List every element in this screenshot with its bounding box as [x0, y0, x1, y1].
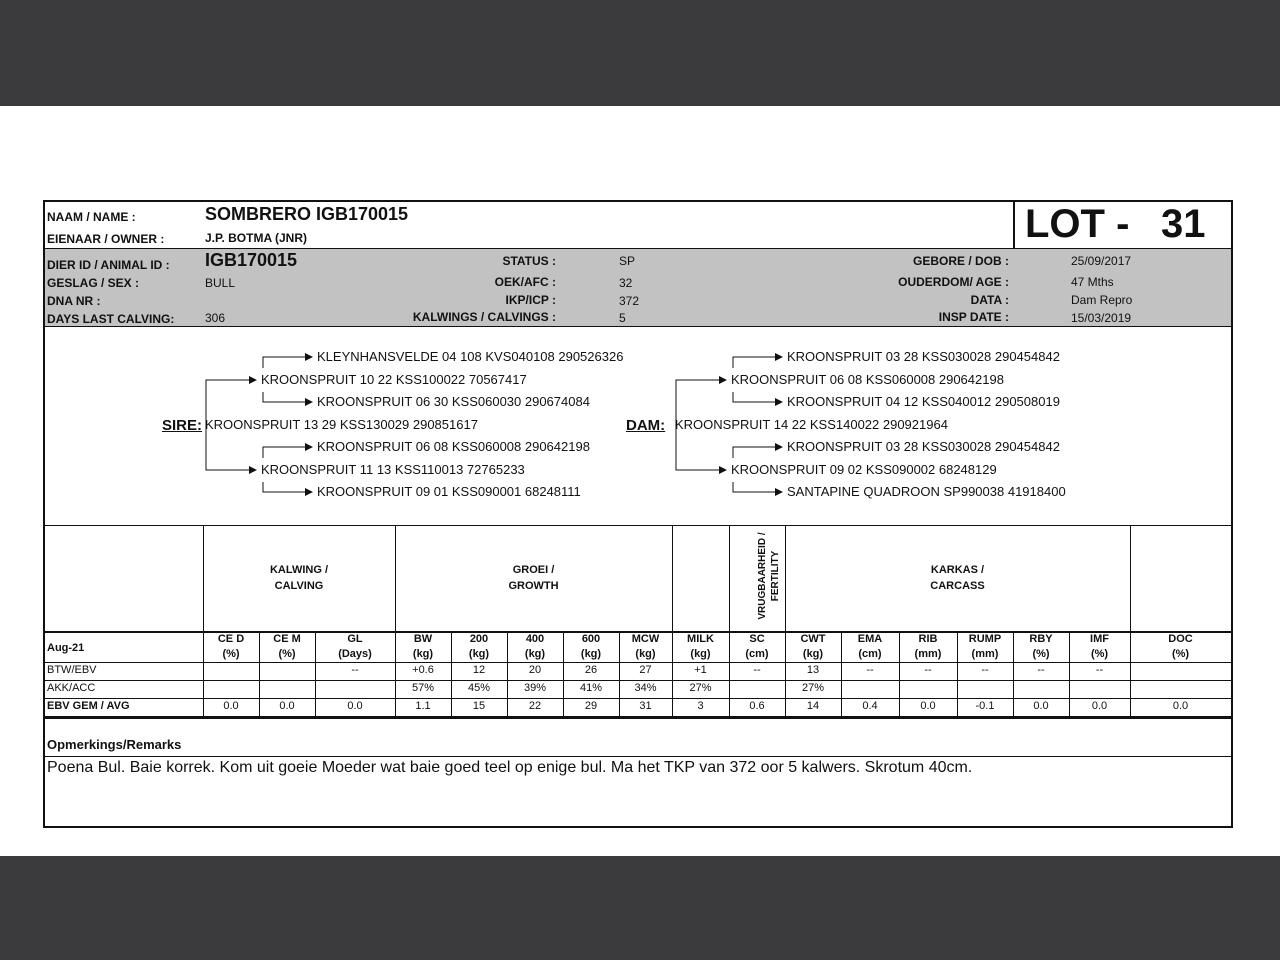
- ebv-col-name: RUMP: [968, 633, 1002, 645]
- ebv-cell: 0.4: [862, 700, 878, 712]
- ebv-col-unit: (mm): [971, 648, 999, 660]
- ebv-col-name: CE D: [217, 633, 245, 645]
- calving-header-line2: CALVING: [274, 580, 324, 592]
- ebv-col-header: [507, 632, 563, 662]
- ebv-col-name: BW: [413, 633, 433, 645]
- icp-label: IKP/ICP :: [505, 293, 556, 307]
- ebv-col-unit: (kg): [635, 648, 656, 660]
- icp-value: 372: [619, 294, 640, 308]
- animal-id-value: IGB170015: [205, 250, 298, 270]
- ebv-cell: --: [981, 664, 989, 676]
- ebv-col-name: CWT: [800, 633, 826, 645]
- sex-value: BULL: [205, 276, 236, 290]
- dam-sire-name: KROONSPRUIT 06 08 KSS060008 290642198: [731, 372, 1004, 387]
- ebv-col-unit: (mm): [914, 648, 942, 660]
- ebv-col-line: [729, 526, 730, 716]
- ebv-cell: --: [924, 664, 932, 676]
- ebv-col-header: [395, 632, 451, 662]
- remarks-divider: [45, 756, 1231, 757]
- ebv-col-header: [1013, 632, 1069, 662]
- fertility-group-header: [756, 528, 782, 624]
- ebv-cell: 15: [472, 700, 486, 712]
- ebv-col-name: GL: [347, 633, 363, 645]
- ebv-cell: 34%: [634, 682, 657, 694]
- animal-details-panel: [45, 249, 1231, 327]
- ebv-col-unit: (kg): [412, 648, 434, 660]
- carcass-header-line1: KARKAS /: [930, 564, 985, 576]
- ebv-cell: 0.0: [1172, 700, 1189, 712]
- calving-header-line1: KALWING /: [269, 564, 329, 576]
- ebv-col-header: [259, 632, 315, 662]
- ebv-cell: 31: [639, 700, 652, 712]
- ebv-col-name: SC: [749, 633, 765, 645]
- afc-value: 32: [619, 276, 633, 290]
- calvings-label: KALWINGS / CALVINGS :: [412, 310, 556, 324]
- ebv-col-unit: (cm): [858, 648, 882, 660]
- age-label: OUDERDOM/ AGE :: [898, 275, 1009, 289]
- dna-label: DNA NR :: [47, 294, 101, 308]
- ebv-col-header: [785, 632, 841, 662]
- ebv-cell: 0.6: [749, 700, 765, 712]
- ebv-col-unit: (%): [1090, 648, 1109, 660]
- ebv-col-header: [451, 632, 507, 662]
- dam-dam-dam-name: SANTAPINE QUADROON SP990038 41918400: [787, 484, 1066, 499]
- name-owner-header: [45, 202, 1231, 249]
- ebv-col-name: IMF: [1090, 633, 1109, 645]
- bottom-letterbox-bar: [0, 856, 1280, 960]
- ebv-col-name: 400: [525, 633, 545, 645]
- ebv-col-header: [563, 632, 619, 662]
- dam-dam-name: KROONSPRUIT 09 02 KSS090002 68248129: [731, 462, 997, 477]
- ebv-cell: --: [1095, 664, 1104, 676]
- ebv-cell: 3: [697, 700, 704, 712]
- ebv-col-name: MILK: [687, 633, 714, 645]
- ebv-col-header: [841, 632, 899, 662]
- sire-dam-dam-name: KROONSPRUIT 09 01 KSS090001 68248111: [317, 484, 581, 499]
- ebv-cell: 41%: [579, 682, 603, 694]
- ebv-table: [45, 526, 1231, 718]
- ebv-cell: 27%: [689, 682, 712, 694]
- growth-header-line2: GROWTH: [508, 580, 559, 592]
- sire-label: SIRE:: [162, 417, 203, 434]
- ebv-cell: 27: [639, 664, 652, 676]
- dam-label: DAM:: [626, 417, 666, 434]
- sire-name: KROONSPRUIT 13 29 KSS130029 290851617: [205, 417, 478, 432]
- ebv-col-header: [672, 632, 729, 662]
- remarks-section: [45, 718, 1231, 827]
- insp-date-label: INSP DATE :: [938, 310, 1009, 324]
- ebv-cell: 29: [584, 700, 598, 712]
- ebv-cell: 13: [806, 664, 820, 676]
- ebv-cell: 39%: [523, 682, 547, 694]
- ebv-col-unit: (Days): [338, 648, 372, 660]
- ebv-col-name: DOC: [1168, 633, 1193, 645]
- ebv-col-name: RIB: [918, 633, 938, 645]
- ebv-col-line: [1130, 526, 1131, 716]
- ebv-cell: 0.0: [920, 700, 936, 712]
- ebv-col-unit: (%): [278, 648, 296, 660]
- fertility-header-line1: VRUGBAARHEID /: [757, 532, 768, 620]
- ebv-cell: --: [753, 664, 761, 676]
- name-label: NAAM / NAME :: [47, 210, 136, 224]
- remarks-text: Poena Bul. Baie korrek. Kom uit goeie Moeder wat baie goed teel op enige bul. Ma het TKP van 372 oor 5 kalwers. Skrotum 40cm.: [47, 759, 973, 776]
- sex-label: GESLAG / SEX :: [47, 276, 140, 290]
- ebv-col-name: 200: [469, 633, 489, 645]
- ebv-cell: 57%: [411, 682, 435, 694]
- animal-name: SOMBRERO IGB170015: [205, 204, 409, 224]
- ebv-col-unit: (%): [1171, 648, 1190, 660]
- status-value: SP: [619, 254, 636, 268]
- ebv-col-header: [1069, 632, 1130, 662]
- ebv-cell: 12: [472, 664, 486, 676]
- lot-number: 31: [1161, 202, 1206, 246]
- lot-card: [43, 200, 1233, 828]
- calving-group-header: [203, 562, 395, 594]
- ebv-cell: 0.0: [1033, 700, 1049, 712]
- ebv-row-label: AKK/ACC: [47, 682, 96, 694]
- ebv-col-unit: (kg): [468, 648, 490, 660]
- ebv-col-unit: (%): [1032, 648, 1050, 660]
- ebv-col-unit: (cm): [745, 648, 769, 660]
- top-letterbox-bar: [0, 0, 1280, 106]
- data-label: DATA :: [970, 293, 1009, 307]
- remarks-title: Opmerkings/Remarks: [47, 737, 182, 752]
- ebv-cell: --: [1037, 664, 1045, 676]
- insp-date-value: 15/03/2019: [1071, 311, 1132, 325]
- sire-sire-name: KROONSPRUIT 10 22 KSS100022 70567417: [261, 372, 527, 387]
- ebv-col-header: [729, 632, 785, 662]
- fertility-header-line2: FERTILITY: [770, 550, 781, 602]
- animal-id-label: DIER ID / ANIMAL ID :: [47, 258, 170, 272]
- ebv-col-header: [1130, 632, 1231, 662]
- ebv-cell: 1.1: [415, 700, 431, 712]
- ebv-col-name: EMA: [857, 633, 883, 645]
- ebv-col-unit: (kg): [524, 648, 546, 660]
- status-label: STATUS :: [502, 254, 556, 268]
- ebv-cell: 14: [806, 700, 820, 712]
- lot-label: LOT -: [1025, 202, 1130, 246]
- ebv-col-header: [619, 632, 672, 662]
- growth-group-header: [395, 562, 672, 594]
- ebv-col-header: [315, 632, 395, 662]
- carcass-header-line2: CARCASS: [930, 580, 985, 592]
- ebv-row-line: [45, 698, 1231, 699]
- ebv-cell: 0.0: [347, 700, 363, 712]
- ebv-row-line: [45, 662, 1231, 663]
- ebv-cell: 26: [584, 664, 598, 676]
- ebv-cell: 45%: [467, 682, 491, 694]
- ebv-col-unit: (kg): [580, 648, 602, 660]
- ebv-col-line: [203, 526, 204, 716]
- ebv-cell: -0.1: [975, 700, 995, 712]
- ebv-col-name: 600: [581, 633, 601, 645]
- ebv-cell: 0.0: [223, 700, 239, 712]
- dam-sire-sire-name: KROONSPRUIT 03 28 KSS030028 290454842: [787, 349, 1060, 364]
- ebv-col-name: RBY: [1029, 633, 1053, 645]
- sire-sire-dam-name: KROONSPRUIT 06 30 KSS060030 290674084: [317, 394, 590, 409]
- ebv-col-unit: (kg): [690, 648, 711, 660]
- carcass-group-header: [785, 562, 1130, 594]
- dob-value: 25/09/2017: [1071, 254, 1132, 268]
- ebv-cell: 20: [528, 664, 542, 676]
- ebv-cell: 22: [528, 700, 542, 712]
- calvings-value: 5: [619, 311, 626, 325]
- ebv-date-label: Aug-21: [47, 642, 85, 654]
- ebv-col-header: [957, 632, 1013, 662]
- days-last-calving-value: 306: [205, 311, 226, 325]
- owner-value: J.P. BOTMA (JNR): [205, 231, 308, 245]
- ebv-cell: +0.6: [412, 664, 434, 676]
- ebv-cell: 0.0: [279, 700, 295, 712]
- growth-header-line1: GROEI /: [512, 564, 555, 576]
- ebv-cell: +1: [694, 664, 707, 676]
- ebv-cell: 27%: [801, 682, 825, 694]
- ebv-col-name: MCW: [631, 633, 660, 645]
- lot-box: [1013, 202, 1233, 248]
- sire-dam-name: KROONSPRUIT 11 13 KSS110013 72765233: [261, 462, 525, 477]
- ebv-row-label: BTW/EBV: [47, 664, 97, 676]
- sire-dam-sire-name: KROONSPRUIT 06 08 KSS060008 290642198: [317, 439, 590, 454]
- sire-sire-sire-name: KLEYNHANSVELDE 04 108 KVS040108 290526326: [317, 349, 624, 364]
- days-last-calving-label: DAYS LAST CALVING:: [47, 312, 175, 326]
- owner-label: EIENAAR / OWNER :: [47, 232, 165, 246]
- afc-label: OEK/AFC :: [494, 275, 556, 289]
- pedigree-section: [45, 326, 1231, 526]
- ebv-col-header: [899, 632, 957, 662]
- ebv-col-unit: (%): [222, 648, 240, 660]
- data-value: Dam Repro: [1071, 293, 1133, 307]
- ebv-col-header: [203, 632, 259, 662]
- ebv-row-label: EBV GEM / AVG: [47, 700, 130, 712]
- ebv-row-line: [45, 680, 1231, 681]
- ebv-col-unit: (kg): [802, 648, 824, 660]
- dam-sire-dam-name: KROONSPRUIT 04 12 KSS040012 290508019: [787, 394, 1060, 409]
- ebv-col-name: CE M: [273, 633, 301, 645]
- age-value: 47 Mths: [1071, 275, 1114, 289]
- ebv-cell: 0.0: [1091, 700, 1108, 712]
- dob-label: GEBORE / DOB :: [912, 254, 1009, 268]
- dam-name: KROONSPRUIT 14 22 KSS140022 290921964: [675, 417, 948, 432]
- ebv-cell: --: [866, 664, 874, 676]
- dam-dam-sire-name: KROONSPRUIT 03 28 KSS030028 290454842: [787, 439, 1060, 454]
- ebv-cell: --: [351, 664, 359, 676]
